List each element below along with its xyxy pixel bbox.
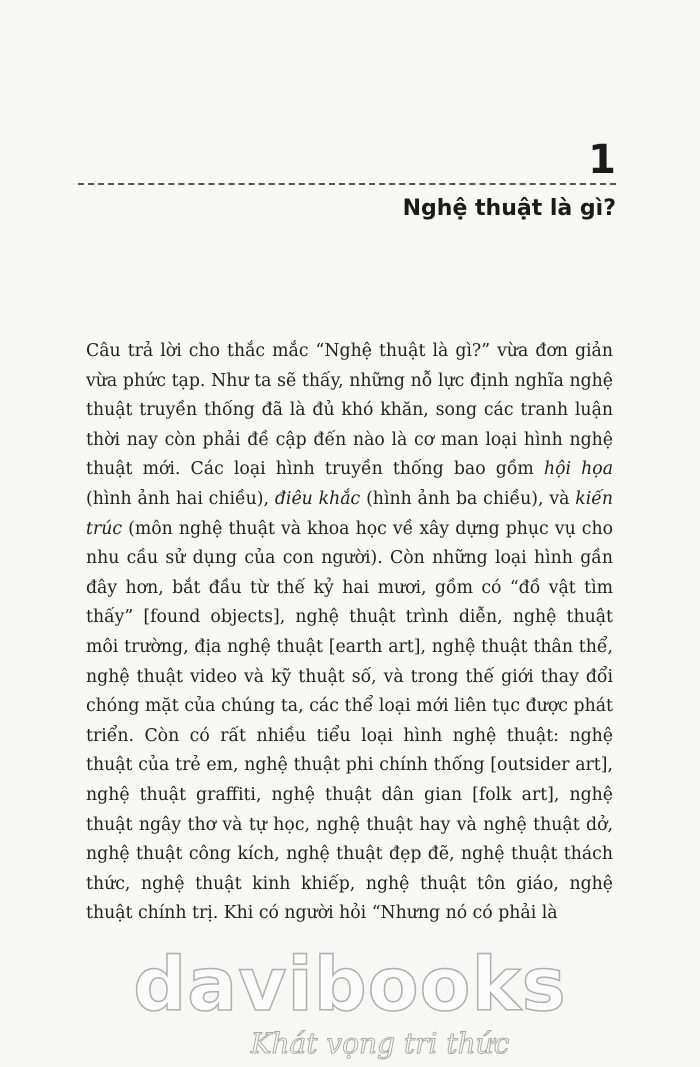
watermark-tagline: Khát vọng tri thức xyxy=(250,1027,510,1060)
body-paragraph xyxy=(86,337,613,929)
body-text-run: Câu trả lời cho thắc mắc “Nghệ thuật là gì?” vừa đơn giản vừa phức tạp. Như ta sẽ thấy, những nỗ lực định nghĩa nghệ thuật truyền thống đã là đủ khó khăn, song các tranh luận thời nay còn phải đề cập đến nào là cơ man loại hình nghệ thuật mới. Các loại hình truyền thống bao gồm xyxy=(86,341,613,480)
body-text-run: (hình ảnh hai chiều), xyxy=(86,488,275,509)
watermark-logo: davibooks xyxy=(133,942,567,1028)
chapter-title: Nghệ thuật là gì? xyxy=(402,196,616,221)
chapter-number: 1 xyxy=(588,137,616,183)
body-text-run: (hình ảnh ba chiều), và xyxy=(360,488,576,509)
term-architecture: kiến trúc xyxy=(86,488,613,539)
term-painting: hội họa xyxy=(543,459,613,480)
body-text-run: (môn nghệ thuật và khoa học về xây dựng phục vụ cho nhu cầu sử dụng của con người). Còn những loại hình gần đây hơn, bắt đầu từ thế kỷ hai mươi, gồm có “đồ vật tìm thấy” [found objects], nghệ thuật trình diễn, nghệ thuật môi trường, địa nghệ thuật [earth art], nghệ thuật thân thể, nghệ thuật video và kỹ thuật số, và trong thế giới thay đổi chóng mặt của chúng ta, các thể loại mới liên tục được phát triển. Còn có rất nhiều tiểu loại hình nghệ thuật: nghệ thuật của trẻ em, nghệ thuật phi chính thống [outsider art], nghệ thuật graffiti, nghệ thuật dân gian [folk art], nghệ thuật ngây thơ và tự học, nghệ thuật hay và nghệ thuật dở, nghệ thuật công kích, nghệ thuật đẹp đẽ, nghệ thuật thách thức, nghệ thuật kinh khiếp, nghệ thuật tôn giáo, nghệ thuật chính trị. Khi có người hỏi “Nhưng nó có phải là xyxy=(86,518,613,924)
term-sculpture: điêu khắc xyxy=(274,488,361,509)
chapter-divider xyxy=(78,183,616,185)
